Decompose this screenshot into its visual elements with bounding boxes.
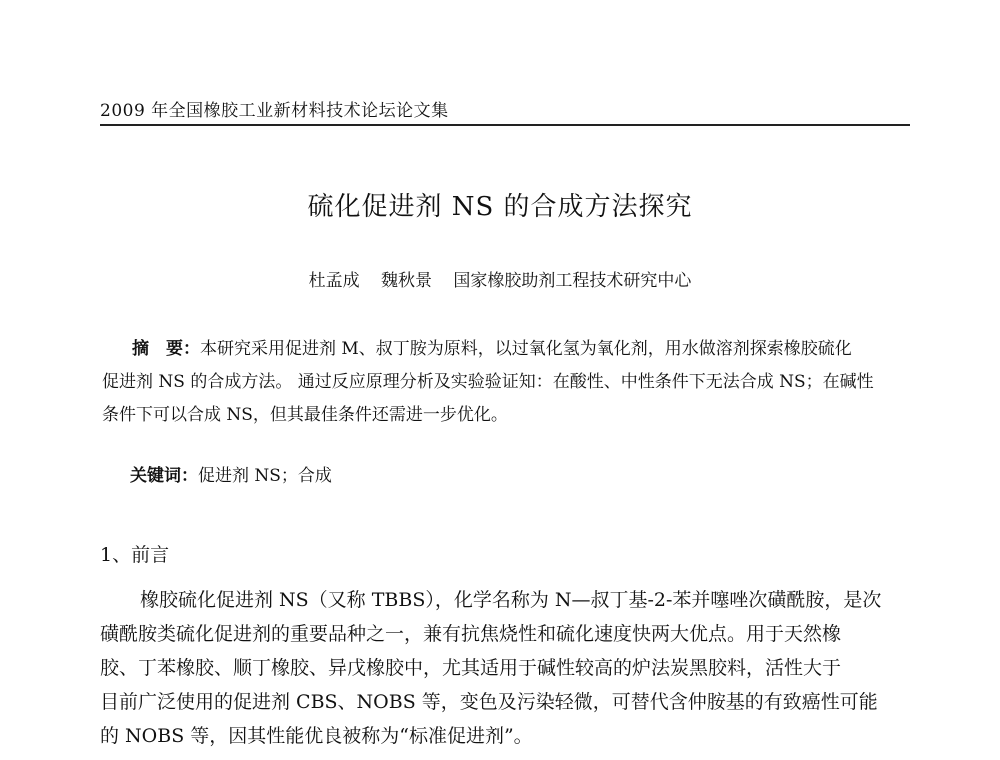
header-rule [100, 124, 910, 126]
abstract-line: 条件下可以合成 NS，但其最佳条件还需进一步优化。 [102, 405, 508, 425]
article-title: 硫化促进剂 NS 的合成方法探究 [307, 192, 693, 222]
author-name: 杜孟成 [308, 271, 360, 291]
keywords-text: 促进剂 NS；合成 [198, 466, 332, 486]
abstract-label: 摘 要： [132, 339, 200, 359]
section-heading: 1、前言 [100, 544, 170, 566]
running-header: 2009 年全国橡胶工业新材料技术论坛论文集 [100, 101, 449, 121]
author-name: 魏秋景 [381, 271, 432, 291]
body-line: 目前广泛使用的促进剂 CBS、NOBS 等，变色及污染轻微，可替代含仲胺基的有致癌性可能 [100, 691, 878, 713]
abstract [102, 333, 908, 432]
abstract-text: 本研究采用促进剂 M、叔丁胺为原料，以过氧化氢为氧化剂，用水做溶剂探索橡胶硫化 [200, 339, 852, 359]
body-line: 磺酰胺类硫化促进剂的重要品种之一，兼有抗焦烧性和硫化速度快两大优点。用于天然橡 [100, 623, 842, 645]
body-line: 橡胶硫化促进剂 NS（又称 TBBS），化学名称为 N—叔丁基-2-苯并噻唑次磺酰胺，是次 [140, 589, 882, 611]
keywords-label: 关键词： [130, 466, 198, 486]
author-line [0, 266, 1000, 291]
body-line: 的 NOBS 等，因其性能优良被称为“标准促进剂”。 [100, 725, 533, 747]
keywords [130, 461, 332, 486]
section-body [100, 583, 910, 753]
abstract-line: 促进剂 NS 的合成方法。 通过反应原理分析及实验验证知：在酸性、中性条件下无法合成 NS；在碱性 [102, 372, 874, 392]
author-affiliation: 国家橡胶助剂工程技术研究中心 [453, 271, 692, 291]
abstract-line [102, 333, 908, 366]
body-line: 胶、丁苯橡胶、顺丁橡胶、异戊橡胶中，尤其适用于碱性较高的炉法炭黑胶料，活性大于 [100, 657, 842, 679]
